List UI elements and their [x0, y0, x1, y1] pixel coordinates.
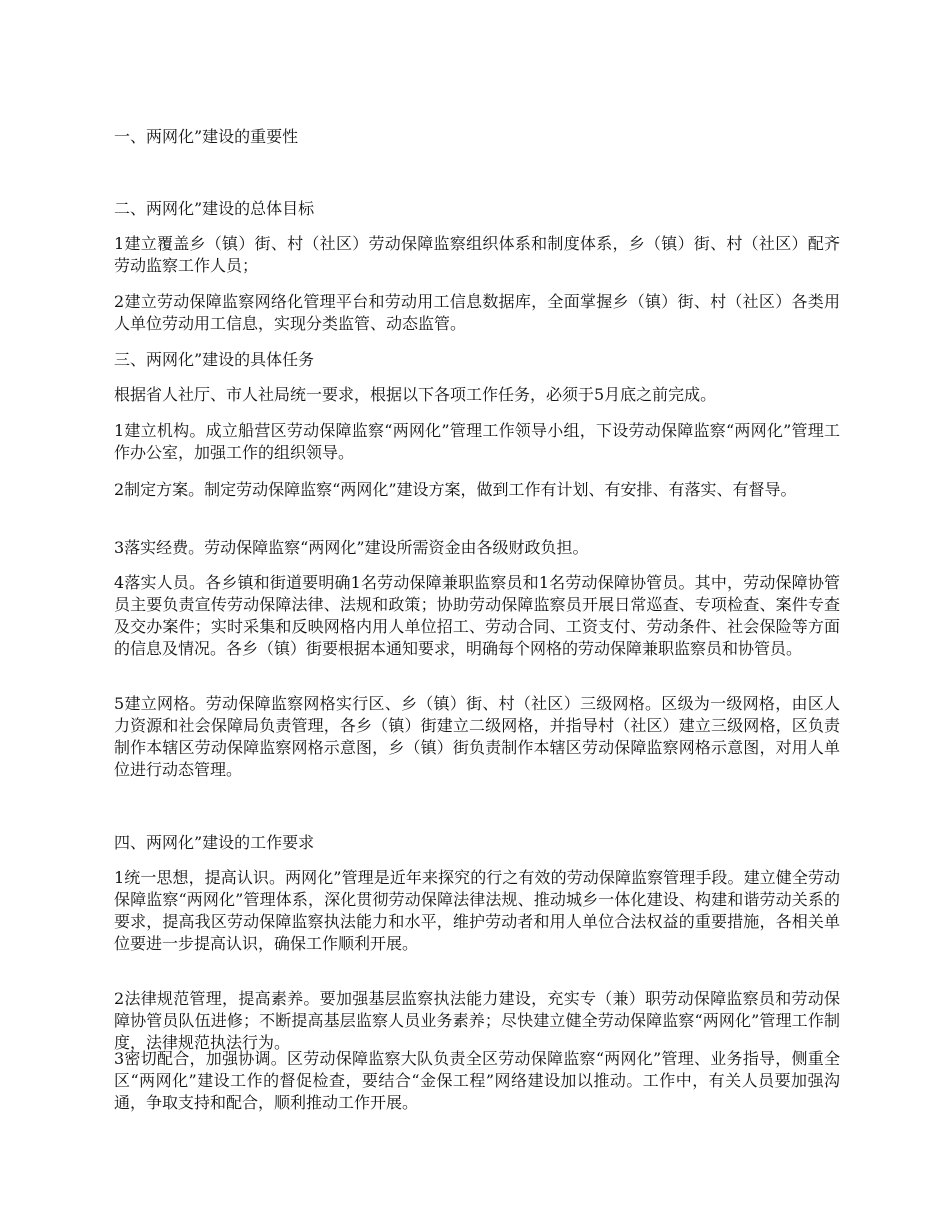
- paragraph: 1建立覆盖乡（镇）街、村（社区）劳动保障监察组织体系和制度体系，乡（镇）街、村（社区）配齐劳动监察工作人员；: [114, 234, 840, 275]
- paragraph: 2法律规范管理，提高素养。要加强基层监察执法能力建设，充实专（兼）职劳动保障监察员和劳动保障协管员队伍进修；不断提高基层监察人员业务素养；尽快建立健全劳动保障监察“两网化”管理工作制度，法律规范执法行为。: [114, 989, 840, 1052]
- section-heading-3: 三、两网化”建设的具体任务: [114, 350, 315, 369]
- paragraph: 1建立机构。成立船营区劳动保障监察“两网化”管理工作领导小组，下设劳动保障监察“两网化”管理工作办公室，加强工作的组织领导。: [114, 421, 840, 462]
- paragraph: 3落实经费。劳动保障监察“两网化”建设所需资金由各级财政负担。: [114, 538, 589, 557]
- paragraph: 2制定方案。制定劳动保障监察“两网化”建设方案，做到工作有计划、有安排、有落实、有督导。: [114, 480, 797, 499]
- paragraph: 根据省人社厅、市人社局统一要求，根据以下各项工作任务，必须于5月底之前完成。: [114, 385, 717, 404]
- paragraph: 3密切配合，加强协调。区劳动保障监察大队负责全区劳动保障监察“两网化”管理、业务指导，侧重全区“两网化”建设工作的督促检查，要结合“金保工程”网络建设加以推动。工作中，有关人员要加强沟通，争取支持和配合，顺利推动工作开展。: [114, 1049, 840, 1112]
- paragraph: 1统一思想，提高认识。两网化”管理是近年来探究的行之有效的劳动保障监察管理手段。建立健全劳动保障监察“两网化”管理体系，深化贯彻劳动保障法律法规、推动城乡一体化建设、构建和谐劳动关系的要求，提高我区劳动保障监察执法能力和水平，维护劳动者和用人单位合法权益的重要措施，各相关单位要进一步提高认识，确保工作顺利开展。: [114, 868, 840, 953]
- section-heading-2: 二、两网化”建设的总体目标: [114, 199, 315, 218]
- section-heading-1: 一、两网化”建设的重要性: [114, 127, 299, 146]
- paragraph: 5建立网格。劳动保障监察网格实行区、乡（镇）街、村（社区）三级网格。区级为一级网格，由区人力资源和社会保障局负责管理，各乡（镇）街建立二级网格，并指导村（社区）建立三级网格，区负责制作本辖区劳动保障监察网格示意图，乡（镇）街负责制作本辖区劳动保障监察网格示意图，对用人单位进行动态管理。: [114, 694, 840, 779]
- section-heading-4: 四、两网化”建设的工作要求: [114, 833, 315, 852]
- paragraph: 4落实人员。各乡镇和街道要明确1名劳动保障兼职监察员和1名劳动保障协管员。其中，劳动保障协管员主要负责宣传劳动保障法律、法规和政策；协助劳动保障监察员开展日常巡查、专项检查、案件专查及交办案件；实时采集和反映网格内用人单位招工、劳动合同、工资支付、劳动条件、社会保险等方面的信息及情况。各乡（镇）街要根据本通知要求，明确每个网格的劳动保障兼职监察员和协管员。: [114, 573, 840, 658]
- paragraph: 2建立劳动保障监察网络化管理平台和劳动用工信息数据库，全面掌握乡（镇）街、村（社区）各类用人单位劳动用工信息，实现分类监管、动态监管。: [114, 292, 840, 333]
